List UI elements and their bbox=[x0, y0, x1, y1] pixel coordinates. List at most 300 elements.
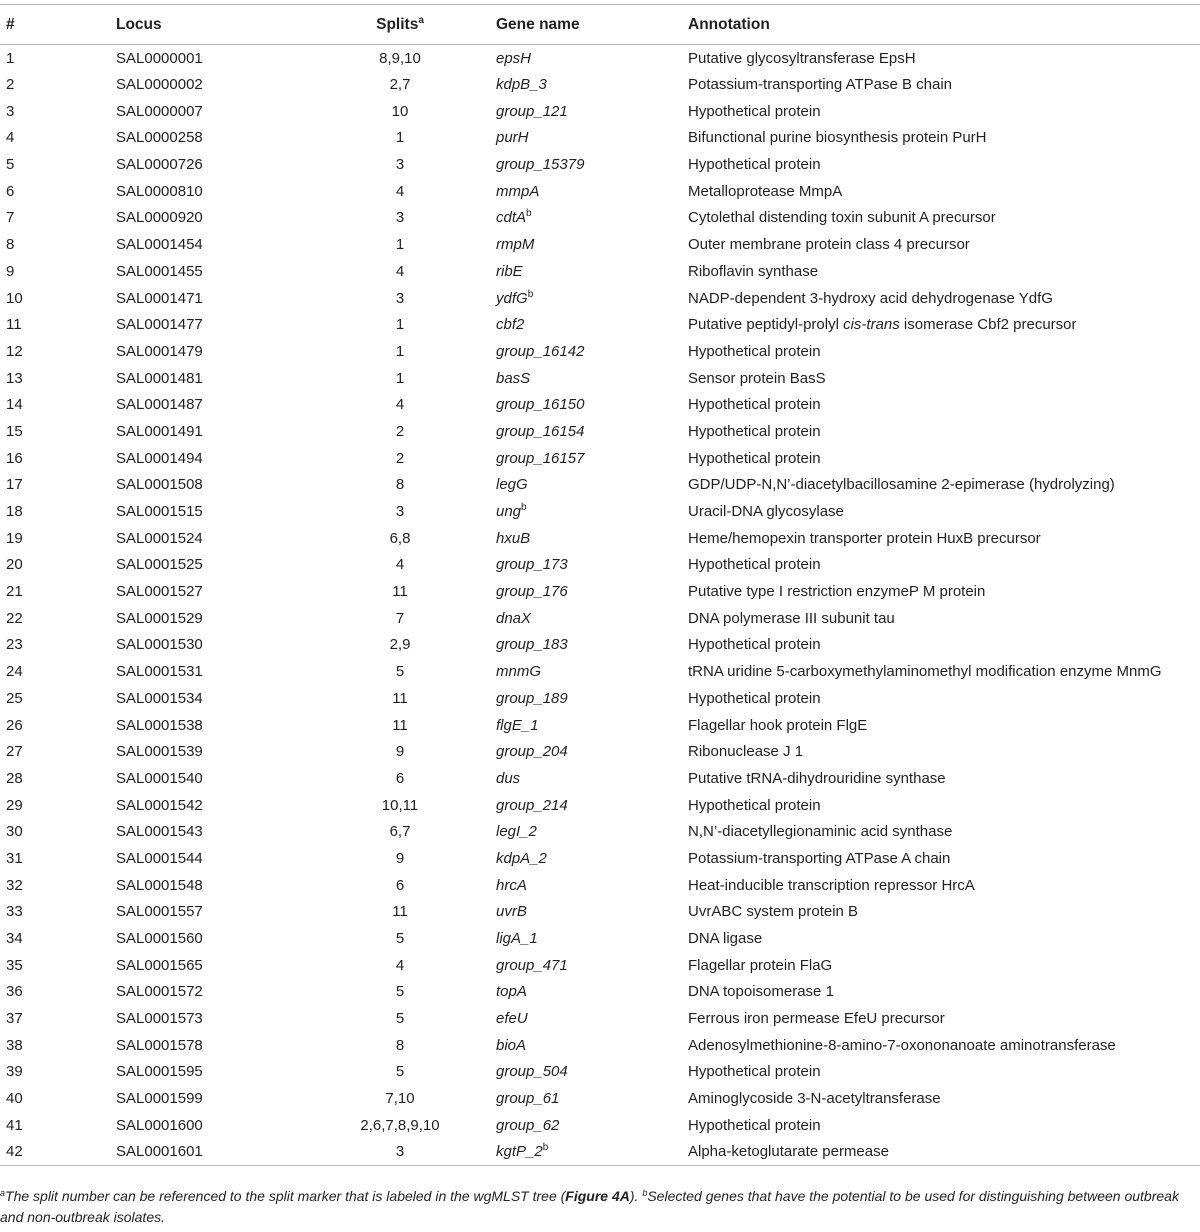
row-annotation: Hypothetical protein bbox=[688, 449, 821, 467]
row-locus: SAL0001524 bbox=[116, 529, 203, 547]
table-row bbox=[0, 418, 1200, 445]
row-annotation: DNA ligase bbox=[688, 930, 763, 948]
row-number: 21 bbox=[6, 583, 23, 601]
gene-name-text: dus bbox=[496, 769, 521, 787]
row-splits: 2,6,7,8,9,10 bbox=[360, 1116, 440, 1134]
row-annotation: Alpha-ketoglutarate permease bbox=[688, 1143, 889, 1161]
row-splits: 10,11 bbox=[381, 796, 419, 814]
header-splits-footnote-mark: a bbox=[418, 14, 424, 26]
row-annotation: Hypothetical protein bbox=[688, 636, 821, 654]
row-number: 38 bbox=[6, 1036, 23, 1054]
row-number: 42 bbox=[6, 1143, 23, 1161]
gene-name-text: hrcA bbox=[496, 876, 527, 894]
gene-name-text: topA bbox=[496, 983, 527, 1001]
table-row bbox=[0, 472, 1200, 499]
row-number: 16 bbox=[6, 449, 23, 467]
row-annotation: Putative glycosyltransferase EpsH bbox=[688, 49, 916, 67]
row-number: 29 bbox=[6, 796, 23, 814]
row-locus: SAL0001600 bbox=[116, 1116, 203, 1134]
row-number: 6 bbox=[6, 182, 15, 200]
row-splits: 11 bbox=[392, 903, 408, 921]
row-splits: 6 bbox=[395, 876, 405, 894]
table-row bbox=[0, 818, 1200, 845]
gene-name-text: ung bbox=[496, 503, 522, 521]
row-locus: SAL0001508 bbox=[116, 476, 203, 494]
footnote-b-text: Selected genes that have the potential to be used for distinguishing between outbreak and non-outbreak isolates. bbox=[0, 1188, 1179, 1225]
row-locus: SAL0001481 bbox=[116, 369, 203, 387]
row-splits: 1 bbox=[395, 369, 405, 387]
row-annotation: Adenosylmethionine-8-amino-7-oxononanoate aminotransferase bbox=[688, 1036, 1116, 1054]
row-gene-name bbox=[496, 1112, 688, 1139]
row-splits: 5 bbox=[395, 930, 405, 948]
table-row bbox=[0, 845, 1200, 872]
row-number: 2 bbox=[6, 76, 15, 94]
header-number: # bbox=[6, 15, 15, 33]
table-row bbox=[0, 1139, 1200, 1166]
gene-name-text: group_61 bbox=[496, 1090, 560, 1108]
row-number: 40 bbox=[6, 1090, 23, 1108]
header-annotation: Annotation bbox=[688, 15, 770, 33]
row-splits: 8 bbox=[395, 476, 405, 494]
row-gene-name bbox=[496, 418, 688, 445]
row-splits: 4 bbox=[395, 262, 405, 280]
row-number: 37 bbox=[6, 1010, 23, 1028]
row-splits: 4 bbox=[395, 396, 405, 414]
table-row bbox=[0, 979, 1200, 1006]
row-splits: 1 bbox=[395, 342, 405, 360]
row-splits: 3 bbox=[395, 156, 405, 174]
gene-footnote-mark: b bbox=[527, 288, 534, 300]
row-annotation: DNA topoisomerase 1 bbox=[688, 983, 834, 1001]
table-row bbox=[0, 685, 1200, 712]
table-row bbox=[0, 365, 1200, 392]
table-row bbox=[0, 765, 1200, 792]
row-gene-name bbox=[496, 685, 688, 712]
row-locus: SAL0001543 bbox=[116, 823, 203, 841]
table-row bbox=[0, 872, 1200, 899]
row-gene-name bbox=[496, 899, 688, 926]
gene-footnote-mark: b bbox=[521, 502, 527, 514]
gene-name-text: ydfG bbox=[496, 289, 528, 307]
row-number: 5 bbox=[6, 156, 15, 174]
row-annotation: Ferrous iron permease EfeU precursor bbox=[688, 1010, 945, 1028]
row-locus: SAL0001454 bbox=[116, 236, 203, 254]
row-gene-name bbox=[496, 71, 688, 98]
row-locus: SAL0001525 bbox=[116, 556, 203, 574]
table-row bbox=[0, 45, 1200, 72]
row-splits: 3 bbox=[395, 289, 405, 307]
row-locus: SAL0001477 bbox=[116, 316, 203, 334]
row-gene-name bbox=[496, 872, 688, 899]
row-gene-name bbox=[496, 952, 688, 979]
table-row bbox=[0, 125, 1200, 152]
row-gene-name bbox=[496, 472, 688, 499]
row-annotation: DNA polymerase III subunit tau bbox=[688, 609, 895, 627]
table-row bbox=[0, 71, 1200, 98]
row-gene-name bbox=[496, 818, 688, 845]
row-splits: 6,8 bbox=[389, 529, 411, 547]
row-gene-name bbox=[496, 1005, 688, 1032]
row-number: 35 bbox=[6, 956, 23, 974]
gene-name-text: group_173 bbox=[496, 556, 568, 574]
row-annotation: Hypothetical protein bbox=[688, 1116, 821, 1134]
gene-name-text: kgtP_2 bbox=[496, 1143, 543, 1161]
row-gene-name bbox=[496, 1032, 688, 1059]
gene-name-text: group_16154 bbox=[496, 422, 585, 440]
row-gene-name bbox=[496, 525, 688, 552]
row-gene-name bbox=[496, 258, 688, 285]
row-annotation: Heat-inducible transcription repressor HrcA bbox=[688, 876, 975, 894]
row-number: 25 bbox=[6, 689, 23, 707]
row-splits: 5 bbox=[395, 983, 405, 1001]
row-annotation bbox=[688, 311, 1200, 338]
gene-name-text: group_214 bbox=[496, 796, 568, 814]
row-splits: 4 bbox=[395, 182, 405, 200]
row-splits: 8,9,10 bbox=[379, 49, 421, 67]
gene-name-text: group_183 bbox=[496, 636, 568, 654]
row-locus: SAL0001573 bbox=[116, 1010, 203, 1028]
row-number: 11 bbox=[6, 316, 22, 334]
row-splits: 2 bbox=[395, 449, 405, 467]
annotation-text: isomerase Cbf2 precursor bbox=[899, 316, 1077, 334]
row-gene-name bbox=[496, 178, 688, 205]
table-row bbox=[0, 445, 1200, 472]
table-row bbox=[0, 285, 1200, 312]
row-gene-name bbox=[496, 605, 688, 632]
row-annotation: Flagellar hook protein FlgE bbox=[688, 716, 868, 734]
row-splits: 8 bbox=[395, 1036, 405, 1054]
header-gene-name: Gene name bbox=[496, 15, 580, 33]
gene-name-text: group_121 bbox=[496, 102, 568, 120]
row-number: 7 bbox=[6, 209, 15, 227]
row-splits: 1 bbox=[395, 316, 405, 334]
header-splits-label: Splits bbox=[376, 15, 419, 33]
row-number: 24 bbox=[6, 663, 23, 681]
row-number: 36 bbox=[6, 983, 23, 1001]
row-splits: 6,7 bbox=[389, 823, 411, 841]
row-locus: SAL0001455 bbox=[116, 262, 203, 280]
row-gene-name bbox=[496, 125, 688, 152]
gene-name-text: efeU bbox=[496, 1010, 528, 1028]
row-number: 31 bbox=[6, 849, 23, 867]
gene-name-text: epsH bbox=[496, 49, 532, 67]
table-row bbox=[0, 552, 1200, 579]
row-splits: 3 bbox=[395, 209, 405, 227]
row-locus: SAL0001557 bbox=[116, 903, 203, 921]
row-splits: 2,7 bbox=[389, 76, 411, 94]
row-annotation: Heme/hemopexin transporter protein HuxB precursor bbox=[688, 529, 1041, 547]
row-annotation: Putative type I restriction enzymeP M protein bbox=[688, 583, 986, 601]
row-splits: 2,9 bbox=[389, 636, 411, 654]
row-locus: SAL0001539 bbox=[116, 743, 203, 761]
row-locus: SAL0001540 bbox=[116, 769, 203, 787]
row-annotation: Hypothetical protein bbox=[688, 422, 821, 440]
row-annotation: tRNA uridine 5-carboxymethylaminomethyl modification enzyme MnmG bbox=[688, 663, 1162, 681]
row-gene-name bbox=[496, 578, 688, 605]
row-annotation: Aminoglycoside 3-N-acetyltransferase bbox=[688, 1090, 941, 1108]
row-gene-name bbox=[496, 712, 688, 739]
gene-name-text: mnmG bbox=[496, 663, 541, 681]
row-number: 19 bbox=[6, 529, 23, 547]
row-locus: SAL0001560 bbox=[116, 930, 203, 948]
row-gene-name bbox=[496, 311, 688, 338]
row-number: 33 bbox=[6, 903, 23, 921]
row-locus: SAL0001578 bbox=[116, 1036, 203, 1054]
row-splits: 3 bbox=[395, 503, 405, 521]
footnote-a-text-end: ). bbox=[629, 1188, 643, 1204]
row-number: 28 bbox=[6, 769, 23, 787]
row-splits: 5 bbox=[395, 663, 405, 681]
row-locus: SAL0001599 bbox=[116, 1090, 203, 1108]
row-locus: SAL0001515 bbox=[116, 503, 203, 521]
gene-name-text: legI_2 bbox=[496, 823, 537, 841]
row-annotation: Potassium-transporting ATPase B chain bbox=[688, 76, 953, 94]
row-number: 14 bbox=[6, 396, 23, 414]
row-gene-name bbox=[496, 658, 688, 685]
row-annotation: Outer membrane protein class 4 precursor bbox=[688, 236, 970, 254]
table-row bbox=[0, 258, 1200, 285]
row-splits: 9 bbox=[395, 743, 405, 761]
row-locus: SAL0001538 bbox=[116, 716, 203, 734]
row-number: 41 bbox=[6, 1116, 23, 1134]
table-body bbox=[0, 45, 1200, 1166]
gene-name-text: basS bbox=[496, 369, 531, 387]
gene-name-text: group_16157 bbox=[496, 449, 585, 467]
table-row bbox=[0, 498, 1200, 525]
row-locus: SAL0000258 bbox=[116, 129, 203, 147]
gene-name-text: group_189 bbox=[496, 689, 568, 707]
row-locus: SAL0001534 bbox=[116, 689, 203, 707]
gene-name-text: group_62 bbox=[496, 1116, 560, 1134]
row-gene-name bbox=[496, 792, 688, 819]
table-row bbox=[0, 605, 1200, 632]
table-row bbox=[0, 525, 1200, 552]
row-splits: 11 bbox=[392, 689, 408, 707]
row-locus: SAL0001471 bbox=[116, 289, 203, 307]
row-locus: SAL0001565 bbox=[116, 956, 203, 974]
row-gene-name bbox=[496, 205, 688, 232]
row-annotation: Hypothetical protein bbox=[688, 689, 821, 707]
row-number: 20 bbox=[6, 556, 23, 574]
gene-name-text: group_15379 bbox=[496, 156, 585, 174]
row-splits: 1 bbox=[395, 129, 405, 147]
gene-name-text: kdpB_3 bbox=[496, 76, 547, 94]
row-locus: SAL0000810 bbox=[116, 182, 203, 200]
gene-name-text: group_204 bbox=[496, 743, 568, 761]
gene-name-text: cdtA bbox=[496, 209, 527, 227]
row-locus: SAL0001494 bbox=[116, 449, 203, 467]
gene-name-text: group_16142 bbox=[496, 342, 585, 360]
row-annotation: Riboflavin synthase bbox=[688, 262, 819, 280]
row-annotation: Putative tRNA-dihydrouridine synthase bbox=[688, 769, 946, 787]
row-number: 17 bbox=[6, 476, 23, 494]
row-number: 39 bbox=[6, 1063, 23, 1081]
row-annotation: Hypothetical protein bbox=[688, 156, 821, 174]
gene-name-text: group_504 bbox=[496, 1063, 568, 1081]
row-locus: SAL0001530 bbox=[116, 636, 203, 654]
row-locus: SAL0001548 bbox=[116, 876, 203, 894]
row-gene-name bbox=[496, 365, 688, 392]
footnote-a-text-start: The split number can be referenced to the split marker that is labeled in the wgMLST tree ( bbox=[5, 1188, 566, 1204]
annotation-italic-text: cis-trans bbox=[843, 316, 900, 334]
row-number: 13 bbox=[6, 369, 23, 387]
row-annotation: Flagellar protein FlaG bbox=[688, 956, 833, 974]
row-locus: SAL0001479 bbox=[116, 342, 203, 360]
row-gene-name bbox=[496, 925, 688, 952]
gene-footnote-mark: b bbox=[526, 208, 532, 220]
table-row bbox=[0, 899, 1200, 926]
gene-name-text: kdpA_2 bbox=[496, 849, 547, 867]
table-row bbox=[0, 925, 1200, 952]
row-locus: SAL0001572 bbox=[116, 983, 203, 1001]
row-locus: SAL0001487 bbox=[116, 396, 203, 414]
table-row bbox=[0, 98, 1200, 125]
row-gene-name bbox=[496, 98, 688, 125]
row-splits: 5 bbox=[395, 1063, 405, 1081]
row-annotation: Bifunctional purine biosynthesis protein PurH bbox=[688, 129, 987, 147]
gene-footnote-mark: b bbox=[542, 1142, 549, 1154]
row-gene-name bbox=[496, 845, 688, 872]
row-gene-name bbox=[496, 498, 688, 525]
gene-name-text: bioA bbox=[496, 1036, 527, 1054]
row-gene-name bbox=[496, 445, 688, 472]
gene-name-text: ribE bbox=[496, 262, 523, 280]
row-locus: SAL0000007 bbox=[116, 102, 203, 120]
row-number: 26 bbox=[6, 716, 23, 734]
row-splits: 7,10 bbox=[385, 1090, 415, 1108]
row-number: 27 bbox=[6, 743, 23, 761]
row-splits: 11 bbox=[392, 716, 408, 734]
row-splits: 7 bbox=[395, 609, 405, 627]
gene-name-text: group_16150 bbox=[496, 396, 585, 414]
row-locus: SAL0001595 bbox=[116, 1063, 203, 1081]
table-row bbox=[0, 311, 1200, 338]
row-number: 1 bbox=[6, 49, 15, 67]
table-row bbox=[0, 632, 1200, 659]
row-locus: SAL0001529 bbox=[116, 609, 203, 627]
row-annotation: Sensor protein BasS bbox=[688, 369, 826, 387]
table-header bbox=[0, 5, 1200, 45]
table-row bbox=[0, 1032, 1200, 1059]
row-splits: 11 bbox=[392, 583, 408, 601]
table-row bbox=[0, 231, 1200, 258]
row-number: 3 bbox=[6, 102, 15, 120]
table-row bbox=[0, 391, 1200, 418]
gene-name-text: flgE_1 bbox=[496, 716, 539, 734]
row-locus: SAL0000001 bbox=[116, 49, 203, 67]
row-locus: SAL0001527 bbox=[116, 583, 203, 601]
header-row bbox=[0, 5, 1200, 45]
row-number: 15 bbox=[6, 422, 23, 440]
header-splits bbox=[304, 5, 496, 45]
row-locus: SAL0001531 bbox=[116, 663, 203, 681]
row-annotation: Hypothetical protein bbox=[688, 796, 821, 814]
gene-name-text: cbf2 bbox=[496, 316, 525, 334]
footnote-mark-b: b bbox=[642, 1188, 648, 1198]
table-row bbox=[0, 658, 1200, 685]
gene-name-text: mmpA bbox=[496, 182, 540, 200]
row-gene-name bbox=[496, 979, 688, 1006]
row-annotation: Hypothetical protein bbox=[688, 396, 821, 414]
row-gene-name bbox=[496, 45, 688, 72]
row-annotation: Hypothetical protein bbox=[688, 1063, 821, 1081]
table-row bbox=[0, 1112, 1200, 1139]
row-locus: SAL0000920 bbox=[116, 209, 203, 227]
gene-name-text: purH bbox=[496, 129, 529, 147]
gene-name-text: rmpM bbox=[496, 236, 535, 254]
row-annotation: Potassium-transporting ATPase A chain bbox=[688, 849, 951, 867]
row-gene-name bbox=[496, 285, 688, 312]
gene-name-text: ligA_1 bbox=[496, 930, 538, 948]
row-splits: 3 bbox=[395, 1143, 405, 1161]
row-annotation: Cytolethal distending toxin subunit A precursor bbox=[688, 209, 996, 227]
table-row bbox=[0, 578, 1200, 605]
row-number: 32 bbox=[6, 876, 23, 894]
row-gene-name bbox=[496, 1085, 688, 1112]
table-row bbox=[0, 712, 1200, 739]
row-splits: 4 bbox=[395, 956, 405, 974]
table-row bbox=[0, 1085, 1200, 1112]
row-gene-name bbox=[496, 1139, 688, 1166]
row-gene-name bbox=[496, 738, 688, 765]
row-locus: SAL0000726 bbox=[116, 156, 203, 174]
gene-name-text: hxuB bbox=[496, 529, 531, 547]
row-gene-name bbox=[496, 1059, 688, 1086]
row-number: 34 bbox=[6, 930, 23, 948]
table-row bbox=[0, 338, 1200, 365]
row-annotation: Hypothetical protein bbox=[688, 556, 821, 574]
row-splits: 2 bbox=[395, 422, 405, 440]
row-number: 8 bbox=[6, 236, 15, 254]
row-annotation: Hypothetical protein bbox=[688, 102, 821, 120]
gene-name-text: group_176 bbox=[496, 583, 568, 601]
row-number: 4 bbox=[6, 129, 15, 147]
row-locus: SAL0001601 bbox=[116, 1143, 203, 1161]
row-splits: 4 bbox=[395, 556, 405, 574]
gene-name-text: group_471 bbox=[496, 956, 568, 974]
row-annotation: N,N’-diacetyllegionaminic acid synthase bbox=[688, 823, 953, 841]
row-annotation: Uracil-DNA glycosylase bbox=[688, 503, 844, 521]
row-number: 10 bbox=[6, 289, 23, 307]
table-row bbox=[0, 151, 1200, 178]
row-splits: 1 bbox=[395, 236, 405, 254]
gene-name-text: uvrB bbox=[496, 903, 527, 921]
row-gene-name bbox=[496, 338, 688, 365]
table-row bbox=[0, 738, 1200, 765]
row-locus: SAL0001542 bbox=[116, 796, 203, 814]
header-locus: Locus bbox=[116, 15, 162, 33]
row-splits: 10 bbox=[391, 102, 409, 120]
table-row bbox=[0, 178, 1200, 205]
table-row bbox=[0, 205, 1200, 232]
row-number: 9 bbox=[6, 262, 15, 280]
gene-name-text: dnaX bbox=[496, 609, 532, 627]
table-row bbox=[0, 952, 1200, 979]
row-number: 22 bbox=[6, 609, 23, 627]
row-locus: SAL0001491 bbox=[116, 422, 203, 440]
table-row bbox=[0, 1059, 1200, 1086]
row-annotation: Metalloprotease MmpA bbox=[688, 182, 843, 200]
figure-reference-link[interactable]: Figure 4A bbox=[565, 1188, 630, 1204]
row-locus: SAL0001544 bbox=[116, 849, 203, 867]
table-row bbox=[0, 1005, 1200, 1032]
row-gene-name bbox=[496, 552, 688, 579]
row-gene-name bbox=[496, 231, 688, 258]
row-annotation: Ribonuclease J 1 bbox=[688, 743, 804, 761]
row-splits: 6 bbox=[395, 769, 405, 787]
table-row bbox=[0, 792, 1200, 819]
row-number: 30 bbox=[6, 823, 23, 841]
